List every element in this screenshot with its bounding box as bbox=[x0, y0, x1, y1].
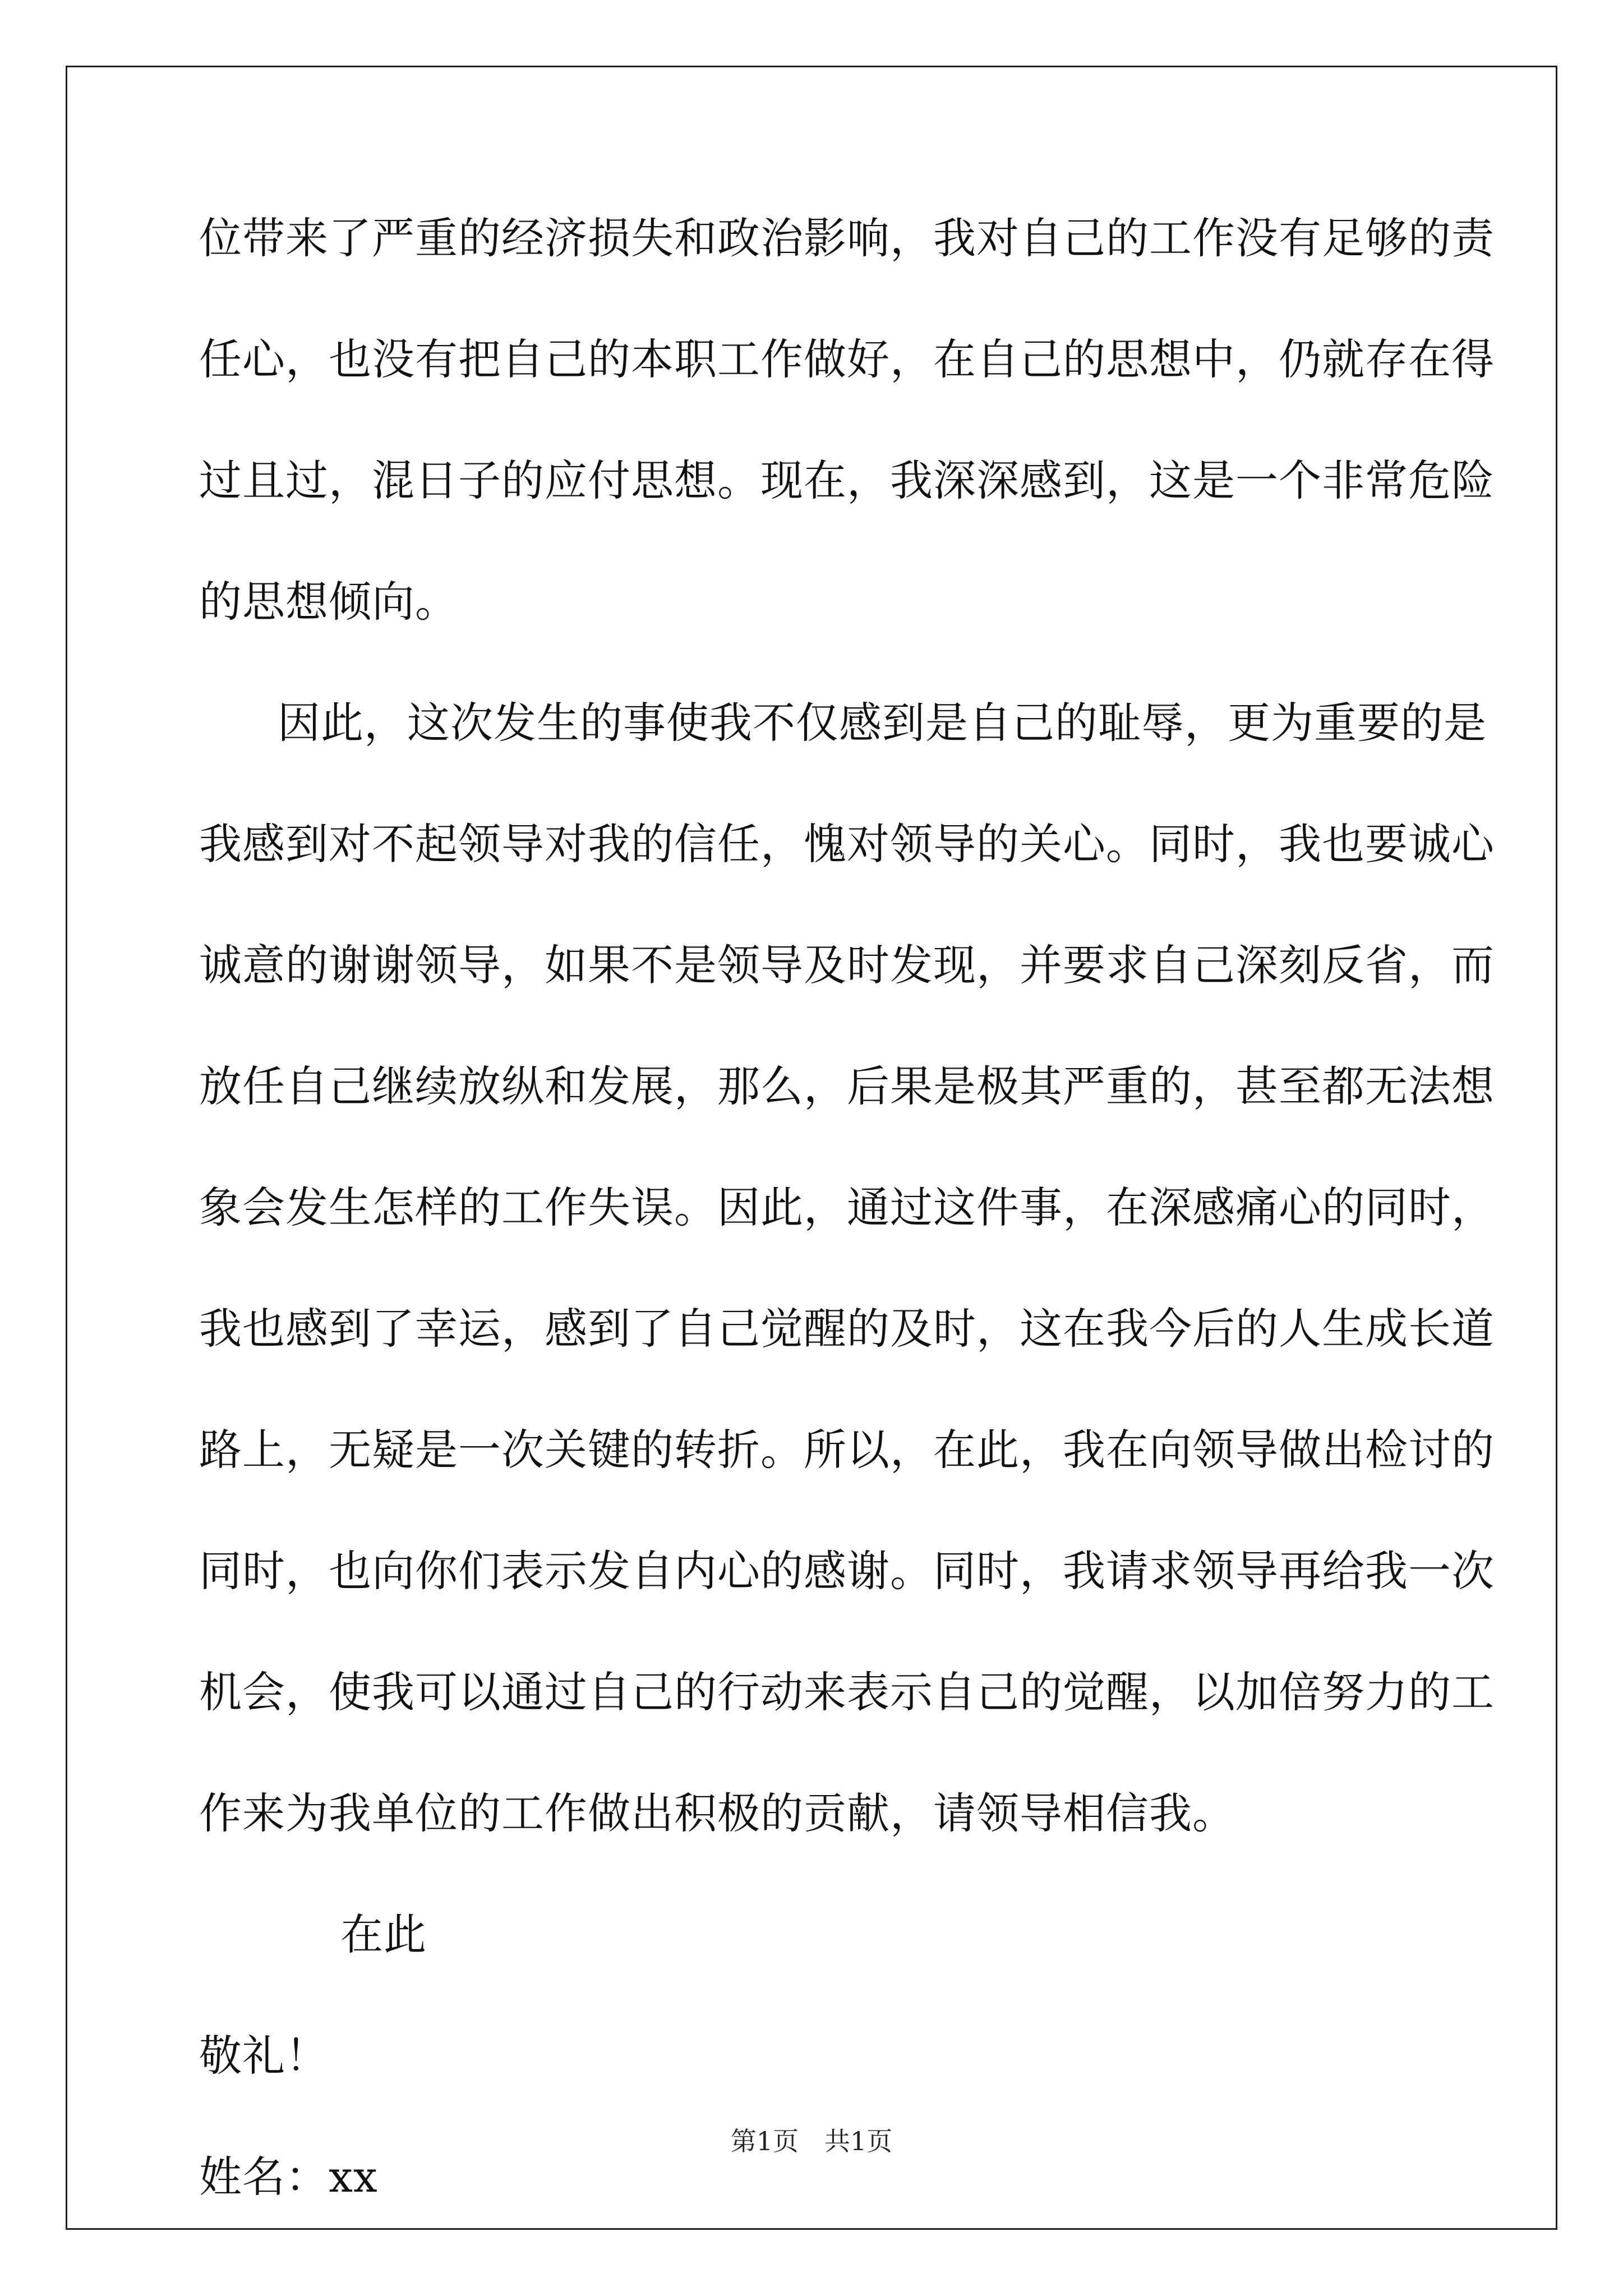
body-line-14: 作来为我单位的工作做出积极的贡献，请领导相信我。 bbox=[199, 1788, 1235, 1838]
body-line-9: 象会发生怎样的工作失误。因此，通过这件事，在深感痛心的同时， bbox=[199, 1182, 1495, 1232]
body-line-12: 同时，也向你们表示发自内心的感谢。同时，我请求领导再给我一次 bbox=[199, 1546, 1495, 1596]
body-line-10: 我也感到了幸运，感到了自己觉醒的及时，这在我今后的人生成长道 bbox=[199, 1304, 1495, 1354]
body-line-3: 过且过，混日子的应付思想。现在，我深深感到，这是一个非常危险 bbox=[199, 455, 1495, 505]
closing-here: 在此 bbox=[340, 1910, 427, 1959]
signature-name: 姓名：xx bbox=[199, 2152, 378, 2202]
body-line-5: 因此，这次发生的事使我不仅感到是自己的耻辱，更为重要的是 bbox=[278, 698, 1487, 748]
body-line-1: 位带来了严重的经济损失和政治影响，我对自己的工作没有足够的责 bbox=[199, 213, 1495, 263]
body-line-4: 的思想倾向。 bbox=[199, 577, 458, 627]
body-line-7: 诚意的谢谢领导，如果不是领导及时发现，并要求自己深刻反省，而 bbox=[199, 940, 1495, 990]
body-line-2: 任心，也没有把自己的本职工作做好，在自己的思想中，仍就存在得 bbox=[199, 334, 1495, 384]
closing-salute: 敬礼！ bbox=[199, 2031, 329, 2081]
body-line-6: 我感到对不起领导对我的信任，愧对领导的关心。同时，我也要诚心 bbox=[199, 819, 1495, 869]
body-line-8: 放任自己继续放纵和发展，那么，后果是极其严重的，甚至都无法想 bbox=[199, 1061, 1495, 1111]
body-line-11: 路上，无疑是一次关键的转折。所以，在此，我在向领导做出检讨的 bbox=[199, 1425, 1495, 1475]
body-line-13: 机会，使我可以通过自己的行动来表示自己的觉醒，以加倍努力的工 bbox=[199, 1667, 1495, 1717]
page-border bbox=[66, 66, 1557, 2230]
page-footer: 第1页 共1页 bbox=[730, 2126, 893, 2156]
